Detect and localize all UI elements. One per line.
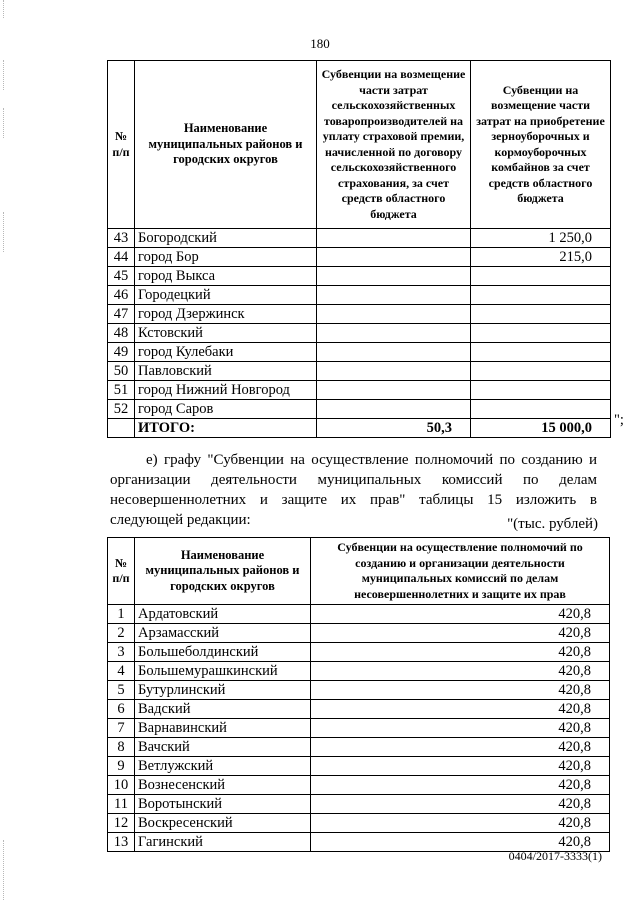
municipality-name: Ардатовский	[135, 605, 311, 624]
subsidy-value: 420,8	[311, 700, 610, 719]
header-municipality: Наименование муниципальных районов и городских округов	[135, 61, 317, 229]
scan-edge-mark	[3, 108, 5, 138]
table-header-row	[108, 61, 611, 229]
table-row	[108, 643, 610, 662]
subsidy-value: 420,8	[311, 624, 610, 643]
header-number: № п/п	[108, 61, 135, 229]
paragraph-line: следующей редакции:	[110, 512, 251, 528]
scan-edge-mark	[3, 840, 5, 900]
header-municipality: Наименование муниципальных районов и городских округов	[135, 538, 311, 605]
scan-edge-mark	[3, 60, 5, 90]
insurance-value	[317, 343, 471, 362]
row-number: 4	[108, 662, 135, 681]
municipality-name: Ветлужский	[135, 757, 311, 776]
subsidy-value: 420,8	[311, 833, 610, 852]
document-code: 0404/2017-3333(1)	[508, 849, 602, 863]
table-row	[108, 324, 611, 343]
municipality-name: Воротынский	[135, 795, 311, 814]
municipality-name: Варнавинский	[135, 719, 311, 738]
row-number: 46	[108, 286, 135, 305]
table-row	[108, 305, 611, 324]
table-row	[108, 681, 610, 700]
subsidy-value: 420,8	[311, 605, 610, 624]
row-number: 10	[108, 776, 135, 795]
minors-commission-subsidies-table	[107, 537, 610, 852]
municipality-name: город Кулебаки	[135, 343, 317, 362]
combine-value	[471, 286, 611, 305]
row-number: 5	[108, 681, 135, 700]
scan-edge-mark	[3, 0, 5, 18]
combine-value	[471, 305, 611, 324]
table-row	[108, 248, 611, 267]
table-row	[108, 229, 611, 248]
total-label: ИТОГО:	[135, 419, 317, 438]
combine-value	[471, 324, 611, 343]
municipality-name: Вадский	[135, 700, 311, 719]
total-insurance-value: 50,3	[317, 419, 471, 438]
row-number: 50	[108, 362, 135, 381]
header-combine-subsidy: Субвенции на возмещение части затрат на приобретение зерноуборочных и кормоуборочных комбайнов за счет средств областного бюджета	[471, 61, 611, 229]
row-number: 3	[108, 643, 135, 662]
municipality-name: Большемурашкинский	[135, 662, 311, 681]
table-row	[108, 605, 610, 624]
subsidies-table-continued	[107, 60, 611, 438]
municipality-name: Арзамасский	[135, 624, 311, 643]
units-label: "(тыс. рублей)	[507, 516, 598, 532]
row-number: 6	[108, 700, 135, 719]
paragraph-line: е) графу "Субвенции на осуществление полномочий по созданию и	[146, 452, 597, 468]
insurance-value	[317, 400, 471, 419]
header-number: № п/п	[108, 538, 135, 605]
row-number: 2	[108, 624, 135, 643]
row-number: 13	[108, 833, 135, 852]
insurance-value	[317, 248, 471, 267]
municipality-name: город Дзержинск	[135, 305, 317, 324]
table-row	[108, 719, 610, 738]
total-row	[108, 419, 611, 438]
table-row	[108, 700, 610, 719]
table-row	[108, 814, 610, 833]
insurance-value	[317, 381, 471, 400]
municipality-name: Воскресенский	[135, 814, 311, 833]
combine-value	[471, 362, 611, 381]
subsidy-value: 420,8	[311, 814, 610, 833]
subsidy-value: 420,8	[311, 681, 610, 700]
municipality-name: Богородский	[135, 229, 317, 248]
row-number: 52	[108, 400, 135, 419]
municipality-name: город Бор	[135, 248, 317, 267]
header-commission-subsidy: Субвенции на осуществление полномочий по созданию и организации деятельности муниципальных комиссий по делам несовершеннолетних и защите их прав	[311, 538, 610, 605]
municipality-name: Большеболдинский	[135, 643, 311, 662]
municipality-name: город Саров	[135, 400, 317, 419]
municipality-name: Вознесенский	[135, 776, 311, 795]
subsidy-value: 420,8	[311, 776, 610, 795]
row-number: 1	[108, 605, 135, 624]
table-row	[108, 267, 611, 286]
insurance-value	[317, 267, 471, 286]
header-insurance-subsidy: Субвенции на возмещение части затрат сельскохозяйственных товаропроизводителей на уплату страховой премии, начисленной по договору сельскохозяйственного страхования, за счет средств областного бюджета	[317, 61, 471, 229]
table-header-row	[108, 538, 610, 605]
row-number: 48	[108, 324, 135, 343]
combine-value: 215,0	[471, 248, 611, 267]
row-number: 8	[108, 738, 135, 757]
row-number: 49	[108, 343, 135, 362]
row-number: 51	[108, 381, 135, 400]
paragraph-line: организации деятельности муниципальных комиссий по делам	[110, 472, 597, 488]
closing-quote: ";	[614, 412, 624, 428]
table-row	[108, 795, 610, 814]
subsidy-value: 420,8	[311, 643, 610, 662]
combine-value	[471, 267, 611, 286]
paragraph-line: несовершеннолетних и защите их прав" таблицы 15 изложить в	[110, 492, 597, 508]
table-row	[108, 362, 611, 381]
combine-value	[471, 343, 611, 362]
combine-value	[471, 381, 611, 400]
combine-value: 1 250,0	[471, 229, 611, 248]
total-combine-value: 15 000,0	[471, 419, 611, 438]
subsidy-value: 420,8	[311, 719, 610, 738]
table-row	[108, 757, 610, 776]
municipality-name: Городецкий	[135, 286, 317, 305]
table-row	[108, 624, 610, 643]
row-number: 12	[108, 814, 135, 833]
insurance-value	[317, 229, 471, 248]
combine-value	[471, 400, 611, 419]
row-number: 7	[108, 719, 135, 738]
insurance-value	[317, 324, 471, 343]
insurance-value	[317, 362, 471, 381]
insurance-value	[317, 286, 471, 305]
table-row	[108, 400, 611, 419]
subsidy-value: 420,8	[311, 738, 610, 757]
subsidy-value: 420,8	[311, 662, 610, 681]
row-number: 9	[108, 757, 135, 776]
municipality-name: Вачский	[135, 738, 311, 757]
subsidy-value: 420,8	[311, 795, 610, 814]
municipality-name: Бутурлинский	[135, 681, 311, 700]
row-number: 44	[108, 248, 135, 267]
municipality-name: город Выкса	[135, 267, 317, 286]
row-number: 47	[108, 305, 135, 324]
row-number: 11	[108, 795, 135, 814]
municipality-name: город Нижний Новгород	[135, 381, 317, 400]
municipality-name: Гагинский	[135, 833, 311, 852]
table-row	[108, 738, 610, 757]
scan-edge-mark	[3, 212, 5, 252]
table-row	[108, 662, 610, 681]
insurance-value	[317, 305, 471, 324]
municipality-name: Павловский	[135, 362, 317, 381]
subsidy-value: 420,8	[311, 757, 610, 776]
table-row	[108, 343, 611, 362]
total-number	[108, 419, 135, 438]
page-number: 180	[310, 36, 330, 51]
table-row	[108, 776, 610, 795]
row-number: 43	[108, 229, 135, 248]
table-row	[108, 286, 611, 305]
municipality-name: Кстовский	[135, 324, 317, 343]
table-row	[108, 381, 611, 400]
row-number: 45	[108, 267, 135, 286]
